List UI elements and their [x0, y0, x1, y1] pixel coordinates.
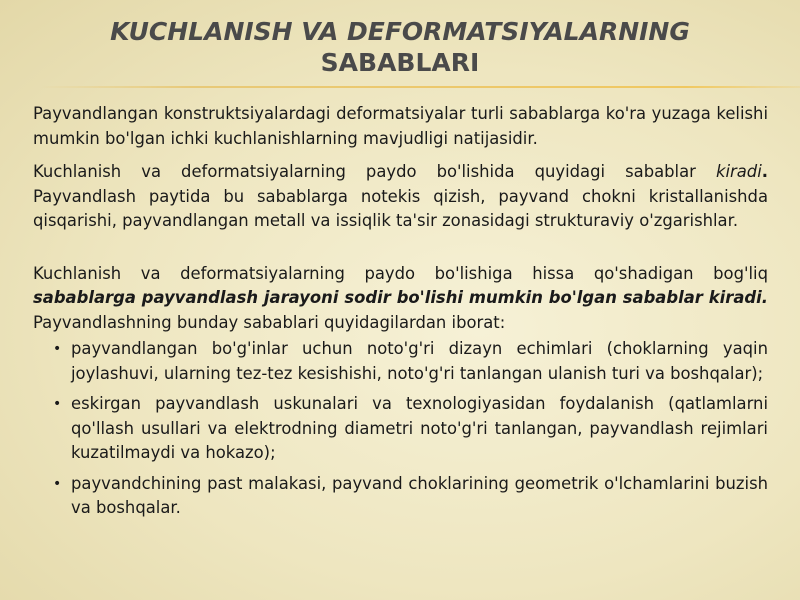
paragraph-2-rest: Payvandlash paytida bu sabablarga notekis qizish, payvand chokni kristallanishda qisqarishi, payvandlangan metall va issiqlik ta'sir zonasidagi strukturaviy o'zgarishlar.	[33, 186, 768, 230]
bullet-text: eskirgan payvandlash uskunalari va texnologiyasidan foydalanish (qatlamlarni qo'llash usullari va elektrodning diametri noto'g'ri tanlangan, payvandlash rejimlari kuzatilmaydi va hokazo);	[71, 394, 768, 462]
paragraph-3	[33, 262, 768, 336]
paragraph-2-dot: .	[761, 162, 768, 181]
slide-title-line-1: KUCHLANISH VA DEFORMATSIYALARNING	[110, 17, 690, 46]
bullet-item	[53, 392, 768, 466]
bullet-dot-icon: •	[53, 475, 62, 492]
slide-title	[40, 16, 760, 78]
bullet-list	[33, 337, 768, 521]
slide-body	[33, 102, 768, 527]
paragraph-3-start: Kuchlanish va deformatsiyalarning paydo bo'lishiga hissa qo'shadigan bog'liq	[33, 263, 768, 283]
paragraph-2	[33, 160, 768, 234]
bullet-dot-icon: •	[53, 341, 62, 357]
paragraph-3-emphasis: sabablarga payvandlash jarayoni sodir bo'lishi mumkin bo'lgan sabablar kiradi.	[33, 288, 768, 307]
bullet-text: payvandchining past malakasi, payvand choklarining geometrik o'lchamlarini buzish va boshqalar.	[71, 473, 768, 517]
bullet-dot-icon: •	[53, 396, 62, 412]
paragraph-2-italic: kiradi	[715, 162, 762, 181]
title-divider	[40, 86, 800, 88]
paragraph-3-rest: Payvandlashning bunday sabablari quyidagilardan iborat:	[33, 312, 506, 332]
paragraph-2-start: Kuchlanish va deformatsiyalarning paydo bo'lishida quyidagi sabablar	[33, 162, 716, 181]
paragraph-1: Payvandlangan konstruktsiyalardagi deformatsiyalar turli sabablarga ko'ra yuzaga kelishi mumkin bo'lgan ichki kuchlanishlarning mavjudligi natijasidir.	[33, 104, 768, 148]
slide-title-line-2: SABABLARI	[320, 48, 480, 77]
bullet-item	[53, 337, 768, 386]
bullet-text: payvandlangan bo'g'inlar uchun noto'g'ri dizayn echimlari (choklarning yaqin joylashuvi, ularning tez-tez kesishishi, noto'g'ri tanlangan ulanish turi va boshqalar);	[71, 339, 768, 383]
bullet-item	[53, 472, 768, 521]
